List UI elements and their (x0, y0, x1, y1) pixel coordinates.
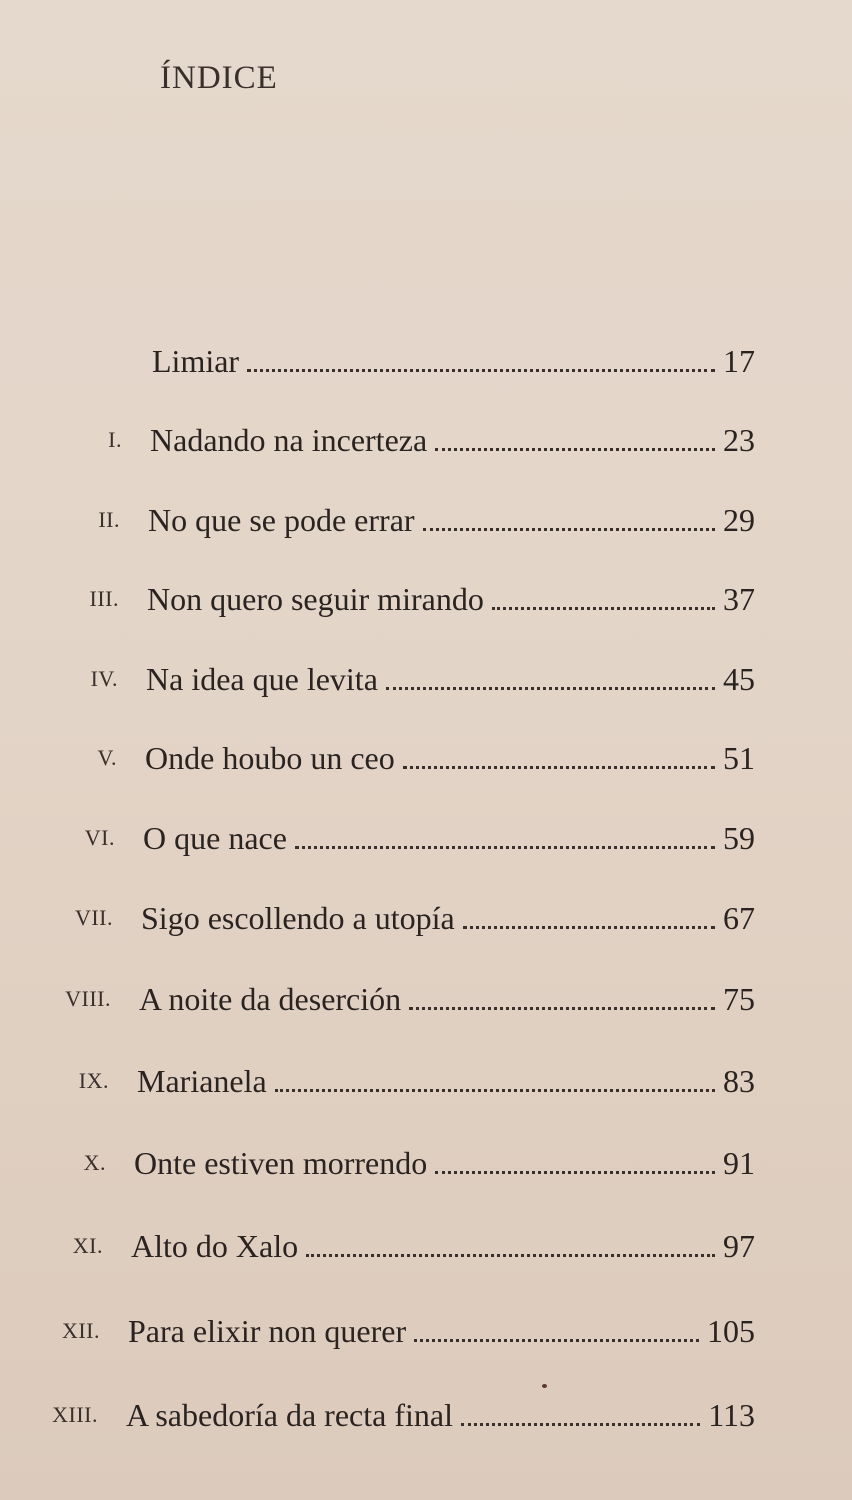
toc-entry (90, 654, 755, 698)
chapter-title: A sabedoría da recta final (126, 1397, 453, 1433)
dot-leader (295, 846, 715, 849)
page-number: 23 (723, 422, 755, 458)
toc-entry (72, 1221, 755, 1265)
page-number: 97 (723, 1228, 755, 1264)
page-number: 91 (723, 1145, 755, 1181)
chapter-title: Limiar (152, 343, 240, 379)
chapter-title: Marianela (137, 1063, 267, 1099)
dot-leader (435, 1171, 715, 1174)
chapter-title: O que nace (143, 820, 287, 856)
chapter-number: II. (98, 507, 120, 532)
dot-leader (414, 1339, 699, 1342)
chapter-title: Sigo escollendo a utopía (141, 900, 455, 936)
dot-leader (409, 1007, 715, 1010)
toc-entry (152, 336, 755, 380)
chapter-number: IX. (78, 1068, 109, 1093)
toc-entry (65, 974, 755, 1018)
toc-entry (98, 495, 755, 539)
chapter-title: Non quero seguir mirando (147, 581, 484, 617)
page-number: 45 (723, 661, 755, 697)
page-title: ÍNDICE (160, 60, 278, 96)
page-number: 67 (723, 900, 755, 936)
dot-leader (492, 607, 715, 610)
page-number: 17 (723, 343, 755, 379)
page-number: 113 (708, 1397, 755, 1433)
page-number: 83 (723, 1063, 755, 1099)
toc-entry (84, 813, 755, 857)
chapter-title: A noite da deserción (139, 981, 402, 1017)
page-number: 29 (723, 502, 755, 538)
chapter-number: X. (83, 1150, 106, 1175)
dot-leader (463, 926, 715, 929)
dot-leader (306, 1254, 715, 1257)
chapter-title: Na idea que levita (146, 661, 378, 697)
chapter-title: Nadando na incerteza (150, 422, 428, 458)
dot-leader (435, 448, 715, 451)
dot-leader (247, 369, 715, 372)
toc-entry (89, 574, 755, 618)
page-number: 59 (723, 820, 755, 856)
chapter-title: Onde houbo un ceo (145, 740, 395, 776)
chapter-title: Para elixir non querer (128, 1313, 407, 1349)
page-number: 105 (707, 1313, 755, 1349)
toc-entry (61, 1306, 755, 1350)
chapter-number: V. (97, 745, 117, 770)
toc-entry (108, 415, 755, 459)
toc-entry (83, 1138, 755, 1182)
chapter-number: VII. (74, 905, 113, 930)
dot-leader (461, 1423, 700, 1426)
chapter-number: XI. (72, 1233, 103, 1258)
toc-entry (78, 1056, 755, 1100)
chapter-number: XIII. (52, 1402, 98, 1427)
page-number: 75 (723, 981, 755, 1017)
toc-entry (74, 893, 755, 937)
chapter-number: III. (89, 586, 119, 611)
chapter-number: VIII. (65, 986, 111, 1011)
chapter-number: IV. (90, 666, 118, 691)
toc-entry (97, 733, 755, 777)
dot-leader (275, 1089, 715, 1092)
dot-leader (423, 528, 715, 531)
chapter-title: No que se pode errar (148, 502, 415, 538)
dot-leader (386, 687, 715, 690)
chapter-number: I. (108, 427, 122, 452)
dot-leader (403, 766, 715, 769)
toc-entry (52, 1390, 755, 1434)
chapter-title: Alto do Xalo (131, 1228, 299, 1264)
page-number: 51 (723, 740, 755, 776)
page-number: 37 (723, 581, 755, 617)
paper-speck (542, 1384, 547, 1388)
chapter-number: VI. (84, 825, 115, 850)
chapter-title: Onte estiven morrendo (134, 1145, 428, 1181)
chapter-number: XII. (61, 1318, 100, 1343)
